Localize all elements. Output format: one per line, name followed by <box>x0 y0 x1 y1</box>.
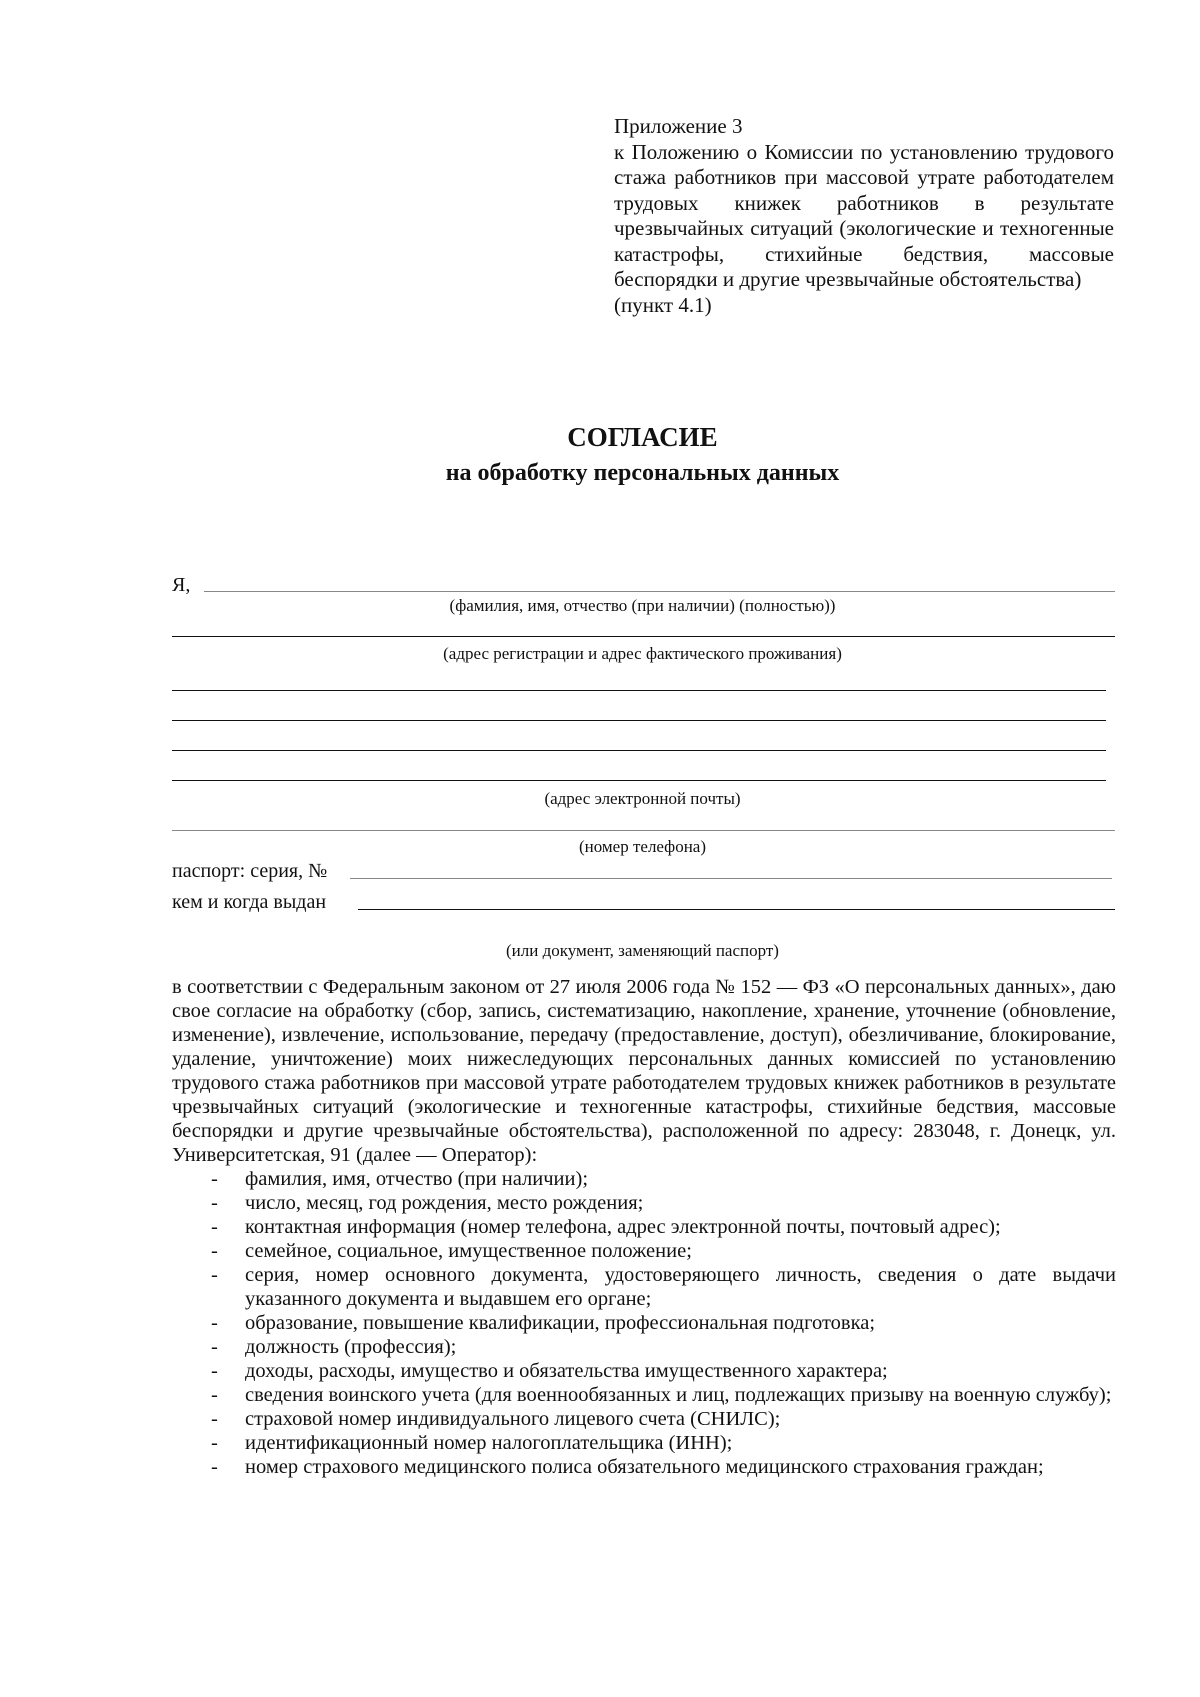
passport-label: паспорт: серия, № <box>172 860 328 882</box>
list-bullet: - <box>211 1384 218 1406</box>
email-field[interactable] <box>172 780 1106 781</box>
address-line-2[interactable] <box>172 720 1106 721</box>
list-item: - идентификационный номер налогоплательщика (ИНН); <box>211 1432 733 1454</box>
list-bullet: - <box>211 1360 218 1382</box>
address-line-3[interactable] <box>172 750 1106 751</box>
appendix-reference: (пункт 4.1) <box>614 292 712 317</box>
email-hint: (адрес электронной почты) <box>544 789 741 808</box>
passport-number-field[interactable] <box>350 878 1112 879</box>
list-item: - контактная информация (номер телефона, адрес электронной почты, почтовый адрес); <box>211 1216 1001 1238</box>
list-bullet: - <box>211 1456 218 1478</box>
consent-text <box>172 975 1116 1479</box>
appendix-block <box>614 114 1114 318</box>
personal-data-list <box>172 1167 1116 1479</box>
appendix-body: к Положению о Комиссии по установлению трудового стажа работников при массовой утрате работодателем трудовых книжек работников в результате чрезвычайных ситуаций (экологические и техногенные катастрофы, стихийные бедствия, массовые беспорядки и другие чрезвычайные обстоятельства) <box>614 139 1114 291</box>
full-name-field[interactable] <box>204 591 1115 592</box>
appendix-number: Приложение 3 <box>614 114 743 138</box>
list-item: - число, месяц, год рождения, место рождения; <box>211 1192 644 1214</box>
consent-paragraph: в соответствии с Федеральным законом от 27 июля 2006 года № 152 — ФЗ «О персональных данных», даю свое согласие на обработку (сбор, запись, систематизацию, накопление, хранение, уточнение (обновление, изменение), извлечение, использование, передачу (предоставление, доступ), обезличивание, блокирование, удаление, уничтожение) моих нижеследующих персональных данных комиссией по установлению трудового стажа работников при массовой утрате работодателем трудовых книжек работников в результате чрезвычайных ситуаций (экологические и техногенные катастрофы, стихийные бедствия, массовые беспорядки и другие чрезвычайные обстоятельства), расположенной по адресу: 283048, г. Донецк, ул. Университетская, 91 (далее — Оператор): <box>172 976 1116 1166</box>
list-item: - семейное, социальное, имущественное положение; <box>211 1240 692 1262</box>
list-item: - страховой номер индивидуального лицевого счета (СНИЛС); <box>211 1408 781 1430</box>
address-field[interactable] <box>172 636 1115 637</box>
list-item: - номер страхового медицинского полиса обязательного медицинского страхования граждан; <box>211 1456 1044 1478</box>
list-item: - образование, повышение квалификации, профессиональная подготовка; <box>211 1312 876 1334</box>
list-item: - должность (профессия); <box>211 1336 457 1358</box>
list-item: - сведения воинского учета (для военнообязанных и лиц, подлежащих призыву на военную службу); <box>211 1384 1112 1406</box>
list-bullet: - <box>211 1192 218 1214</box>
document-hint: (или документ, заменяющий паспорт) <box>506 941 779 960</box>
issued-by-field[interactable] <box>358 909 1115 910</box>
address-hint: (адрес регистрации и адрес фактического проживания) <box>443 644 842 663</box>
list-bullet: - <box>211 1408 218 1430</box>
issued-by-label: кем и когда выдан <box>172 891 327 913</box>
list-item: - доходы, расходы, имущество и обязательства имущественного характера; <box>211 1360 888 1382</box>
list-bullet: - <box>211 1240 218 1262</box>
list-item: - серия, номер основного документа, удостоверяющего личность, сведения о дате выдачи указанного документа и выдавшем его органе; <box>211 1264 1116 1310</box>
phone-field[interactable] <box>172 830 1115 831</box>
name-prefix-label: Я, <box>172 574 191 596</box>
list-item: - фамилия, имя, отчество (при наличии); <box>211 1168 589 1190</box>
list-bullet: - <box>211 1168 218 1190</box>
document-subtitle: на обработку персональных данных <box>445 460 840 486</box>
list-bullet: - <box>211 1264 218 1286</box>
full-name-hint: (фамилия, имя, отчество (при наличии) (полностью)) <box>449 596 836 615</box>
list-bullet: - <box>211 1216 218 1238</box>
phone-hint: (номер телефона) <box>578 837 707 856</box>
list-bullet: - <box>211 1432 218 1454</box>
list-bullet: - <box>211 1312 218 1334</box>
address-line-1[interactable] <box>172 690 1106 691</box>
document-title: СОГЛАСИЕ <box>567 422 718 452</box>
list-bullet: - <box>211 1336 218 1358</box>
